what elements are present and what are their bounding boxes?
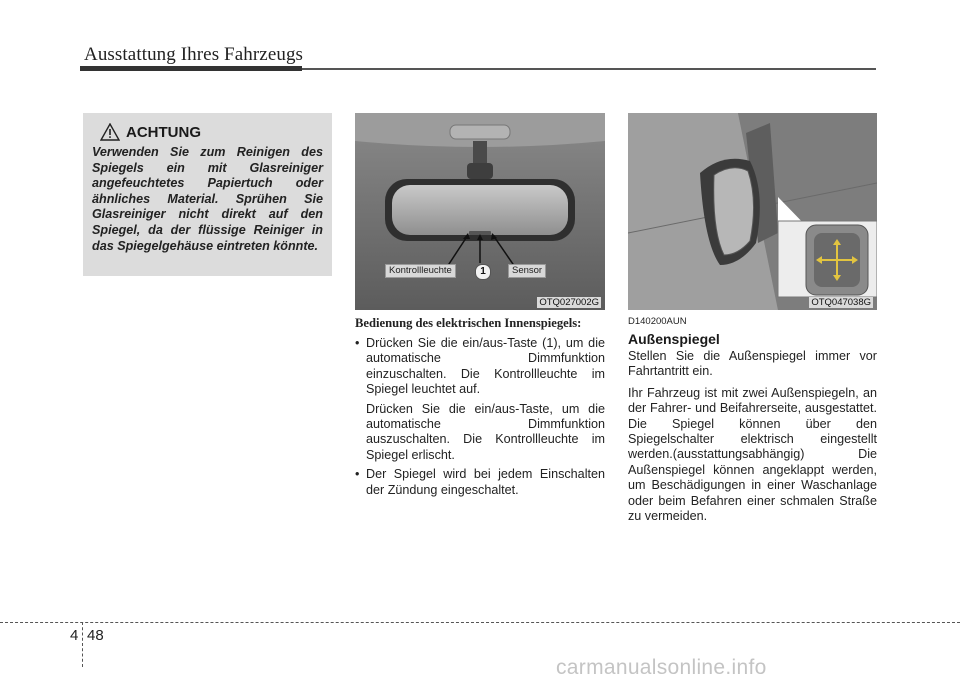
outside-mirror-illustration — [628, 113, 877, 310]
interior-mirror-illustration — [355, 113, 605, 310]
interior-mirror-figure — [355, 113, 605, 310]
section-heading: Außenspiegel — [628, 331, 720, 347]
watermark: carmanualsonline.info — [556, 656, 767, 679]
caution-header — [100, 123, 323, 141]
footer-divider — [82, 622, 83, 667]
bullet-item — [355, 467, 605, 498]
bullet-dot: • — [355, 467, 360, 482]
label-number-1: 1 — [475, 264, 491, 280]
bullet-text: Der Spiegel wird bei jedem Einschalten der Zündung eingeschaltet. — [366, 467, 605, 497]
section-code: D140200AUN — [628, 316, 687, 327]
header-tab-bar — [80, 66, 302, 71]
warning-triangle-icon — [100, 123, 120, 141]
page-number: 48 — [87, 627, 104, 644]
page-header-title: Ausstattung Ihres Fahrzeugs — [84, 44, 304, 65]
interior-mirror-instructions — [355, 316, 605, 502]
bullet-text: Drücken Sie die ein/aus-Taste (1), um die automatische Dimmfunktion einzuschalten. Die Kontrollleuchte im Spiegel leuchtet auf. — [366, 336, 605, 397]
instructions-caption: Bedienung des elektrischen Innenspiegels: — [355, 316, 582, 330]
bullet-item — [355, 336, 605, 398]
caution-box — [83, 113, 332, 276]
caution-text: Verwenden Sie zum Reinigen des Spiegels ein mit Glasreiniger angefeuchtetes Papiertuch oder ähnliches Material. Sprühen Sie Glasreiniger nicht direkt auf den Spiegel, da der flüssige Reiniger in das Spiegelgehäuse eintreten könnte. — [92, 145, 323, 253]
footer-rule — [0, 622, 960, 623]
label-sensor: Sensor — [508, 264, 546, 278]
bullet-dot: • — [355, 336, 360, 350]
caution-title: ACHTUNG — [126, 123, 201, 141]
chapter-number: 4 — [70, 627, 79, 644]
section-paragraph: Ihr Fahrzeug ist mit zwei Außenspiegeln, an der Fahrer- und Beifahrerseite, ausgestattet. Die Spiegel können über den Spiegelschalter elektrisch eingestellt werden.(ausstattungsabhängig) Die Außenspiegel können angeklappt werden, um Beschädigungen in einer Waschanlage oder beim Befahren einer schmalen Straße zu vermeiden. — [628, 385, 877, 524]
outside-mirror-figure — [628, 113, 877, 310]
bullet-subparagraph: Drücken Sie die ein/aus-Taste, um die automatische Dimmfunktion auszuschalten. Die Kontrollleuchte im Spiegel erlischt. — [366, 401, 605, 462]
outside-mirror-section — [628, 316, 877, 530]
figure-code: OTQ027002G — [539, 297, 599, 308]
label-kontrollleuchte: Kontrollleuchte — [385, 264, 456, 278]
figure-code: OTQ047038G — [811, 297, 871, 308]
section-paragraph: Stellen Sie die Außenspiegel immer vor Fahrtantritt ein. — [628, 349, 877, 379]
